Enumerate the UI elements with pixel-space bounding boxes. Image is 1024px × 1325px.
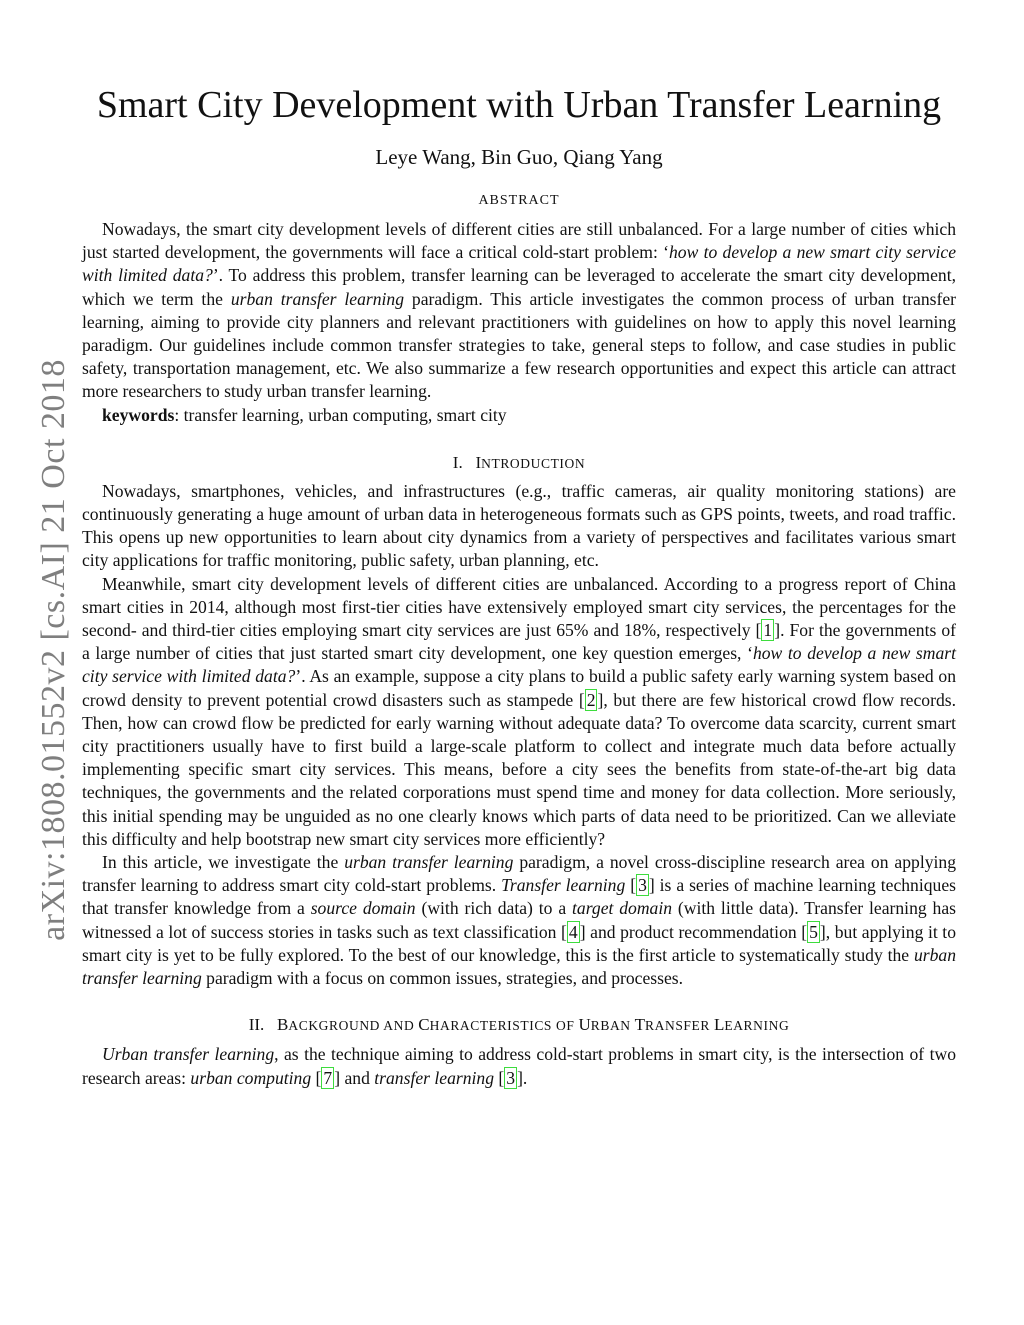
paper-title: Smart City Development with Urban Transfer Learning [96, 84, 942, 126]
abstract-paragraph: Nowadays, the smart city development levels of different cities are still unbalanced. For a large number of cities which just started development, the governments will face a critical cold-start problem: ‘how to develop a new smart city service with limited data?’. To address this problem, transfer learning can be leveraged to accelerate the smart city development, which we term the urban transfer learning paradigm. This article investigates the common process of urban transfer learning, aiming to provide city planners and relevant practitioners with guidelines on how to apply this novel learning paradigm. Our guidelines include common transfer strategies to take, general steps to follow, and case studies in public safety, transportation management, etc. We also summarize a few research opportunities and expect this article can attract more researchers to study urban transfer learning. [82, 219, 957, 402]
citation-3b-link[interactable]: 3 [506, 1067, 516, 1088]
citation-5-link[interactable]: 5 [809, 921, 818, 942]
citation-2-link[interactable]: 2 [586, 689, 596, 710]
author-list: Leye Wang, Bin Guo, Qiang Yang [375, 145, 663, 169]
intro-paragraph-1: Nowadays, smartphones, vehicles, and infrastructures (e.g., traffic cameras, air quality monitoring stations) are continuously generating a huge amount of urban data in heterogeneous formats such as GPS points, tweets, and road traffic. This opens up new opportunities to learn about city dynamics from a variety of perspectives and facilitates various smart city applications for traffic monitoring, public safety, urban planning, etc. [82, 480, 956, 571]
citation-7-link[interactable]: 7 [323, 1067, 333, 1088]
citation-3-link[interactable]: 3 [638, 875, 647, 896]
citation-1-link[interactable]: 1 [763, 620, 773, 641]
section-heading-introduction: I. INTRODUCTION [452, 452, 586, 472]
intro-paragraph-2: Meanwhile, smart city development levels of different cities are unbalanced. According to a progress report of China smart cities in 2014, although most first-tier cities have extensively employed smart city services, the percentages for the second- and third-tier cities employing smart city services are just 65% and 18%, respectively [ 1 ]. For the governments of a large number of cities that just started smart city development, one key question emerges, ‘how to develop a new smart city service with limited data?’. As an example, suppose a city plans to build a public safety early warning system based on crowd density to prevent potential crowd disasters such as stampede [ 2 ], but there are few historical crowd flow records. Then, how can crowd flow be predicted for early warning without adequate data? To overcome data scarcity, current smart city practitioners usually have to first build a large-scale platform to collect and integrate much data before actually implementing specific smart city services. This means, before a city sees the benefits from state-of-the-art big data techniques, the governments and the related corporations must spend time and money for data collection. More seriously, this initial spending may be unguided as no one clearly knows which parts of data need to be prioritized. Can we alleviate this difficulty and help bootstrap new smart city services more efficiently? [82, 573, 957, 849]
citation-4-link[interactable]: 4 [568, 921, 578, 942]
abstract-heading: ABSTRACT [478, 193, 560, 208]
arxiv-id-text: arXiv:1808.01552v2 [cs.AI] 21 Oct 2018 [35, 359, 72, 941]
section-heading-background: II. BACKGROUND AND CHARACTERISTICS OF URBAN TRANSFER LEARNING [248, 1015, 790, 1035]
keywords-line: keywords: transfer learning, urban computing, smart city [102, 404, 507, 425]
paper-page [82, 82, 956, 1090]
keywords-label: keywords [102, 404, 175, 425]
intro-paragraph-3: In this article, we investigate the urban transfer learning paradigm, a novel cross-discipline research area on applying transfer learning to address smart city cold-start problems. Transfer learning [ 3 ] is a series of machine learning techniques that transfer knowledge from a source domain (with rich data) to a target domain (with little data). Transfer learning has witnessed a lot of success stories in tasks such as text classification [ 4 ] and product recommendation [ 5 ], but applying it to smart city is yet to be fully explored. To the best of our knowledge, this is the first article to systematically study the urban transfer learning paradigm with a focus on common issues, strategies, and processes. [82, 852, 956, 989]
background-paragraph-1: Urban transfer learning, as the technique aiming to address cold-start problems in smart city, is the intersection of two research areas: urban computing [ 7 ] and transfer learning [ 3 ]. [82, 1044, 956, 1088]
